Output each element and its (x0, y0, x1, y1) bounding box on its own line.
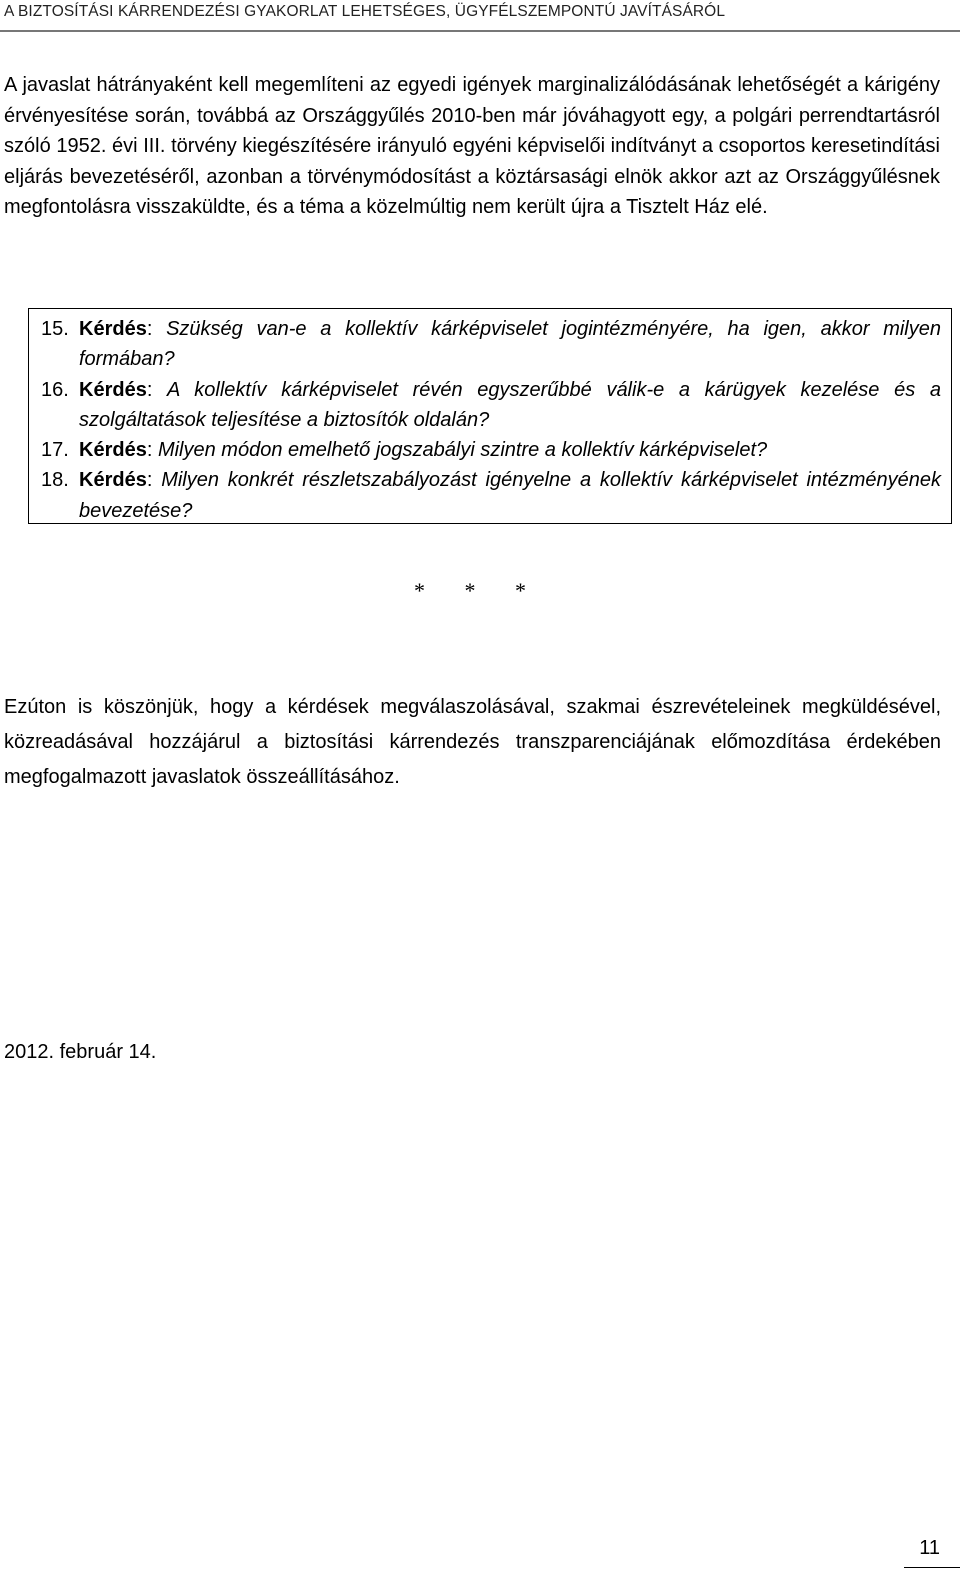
question-item (41, 314, 941, 375)
section-separator: * * * (414, 578, 526, 603)
footer-divider (904, 1567, 960, 1568)
question-number: 18. (41, 469, 69, 492)
question-item (41, 375, 941, 436)
question-label: Kérdés (79, 378, 147, 401)
question-text: A kollektív kárképviselet révén egyszerűbbé válik-e a kárügyek kezelése és a szolgáltatások teljesítése a biztosítók oldalán? (79, 378, 941, 431)
question-number: 17. (41, 439, 69, 462)
question-item (41, 435, 941, 465)
question-number: 16. (41, 378, 69, 401)
question-colon: : (146, 469, 162, 492)
page-header: A BIZTOSÍTÁSI KÁRRENDEZÉSI GYAKORLAT LEHETSÉGES, ÜGYFÉLSZEMPONTÚ JAVÍTÁSÁRÓL (4, 3, 726, 20)
question-text: Milyen konkrét részletszabályozást igényelne a kollektív kárképviselet intézményének bevezetése? (79, 469, 941, 522)
question-label: Kérdés (79, 318, 147, 340)
question-text: Szükség van-e a kollektív kárképviselet jogintézményére, ha igen, akkor milyen formában? (79, 318, 941, 371)
question-body (79, 435, 941, 465)
document-date: 2012. február 14. (4, 1041, 157, 1063)
question-text: Milyen módon emelhető jogszabályi szintre a kollektív kárképviselet? (157, 439, 768, 462)
header-divider (0, 30, 960, 32)
question-body (79, 375, 941, 436)
question-colon: : (146, 318, 167, 340)
question-label: Kérdés (79, 439, 147, 462)
question-colon: : (146, 439, 158, 462)
questions-box (28, 308, 952, 524)
paragraph-closing: Ezúton is köszönjük, hogy a kérdések megválaszolásával, szakmai észrevételeinek megküldésével, közreadásával hozzájárul a biztosítási kárrendezés transzparenciájának előmozdítása érdekében megfogalmazott javaslatok összeállításához. (4, 696, 941, 788)
question-item (41, 465, 941, 526)
question-body (79, 465, 941, 526)
page-number: 11 (919, 1537, 940, 1559)
question-colon: : (146, 378, 168, 401)
question-body (79, 314, 941, 375)
question-label: Kérdés (79, 469, 147, 492)
paragraph-top: A javaslat hátrányaként kell megemlíteni az egyedi igények marginalizálódásának lehetőségét a kárigény érvényesítése során, továbbá az Országgyűlés 2010-ben már jóváhagyott egy, a polgári perrendtartásról szóló 1952. évi III. törvény kiegészítésére irányuló egyéni képviselői indítványt a csoportos keresetindítási eljárás bevezetéséről, azonban a törvénymódosítást a köztársasági elnök akkor azt az Országgyűlésnek megfontolásra visszaküldte, és a téma a közelmúltig nem került újra a Tisztelt Ház elé. (4, 74, 940, 218)
question-number: 15. (41, 318, 69, 340)
